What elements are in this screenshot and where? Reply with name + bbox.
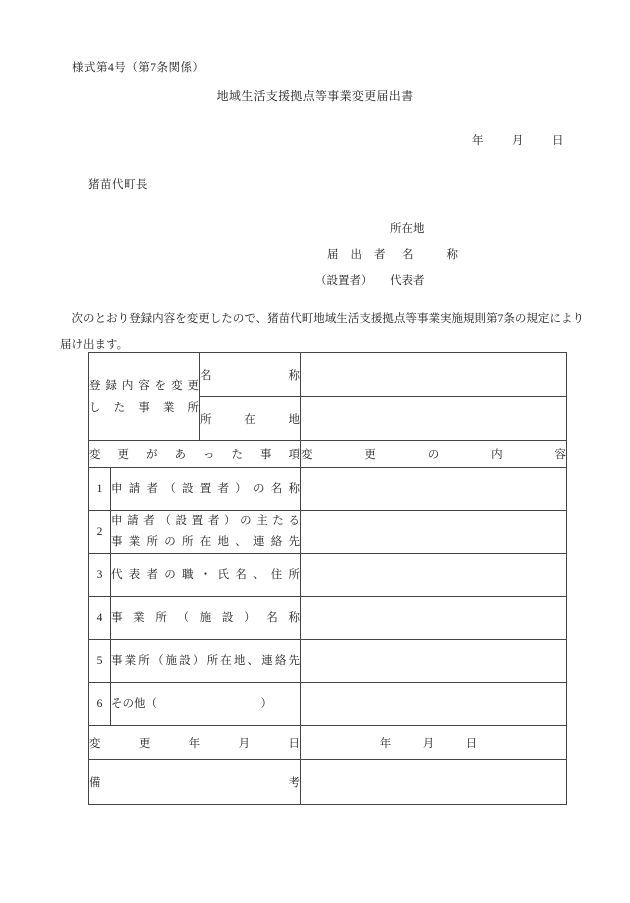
office-name-label: 名称 [200,353,301,397]
item-label: 申請者（設置者）の主たる 事業所の所在地、連絡先 [111,511,301,554]
office-label-cell: 登録内容を変更 した事業所 [89,353,200,441]
item-label: 申請者（設置者）の名称 [111,468,301,511]
item-number: 2 [89,511,111,554]
office-address-field[interactable] [301,397,567,441]
remarks-field[interactable] [301,760,567,805]
change-item-row [89,554,567,597]
item-value-field[interactable] [301,511,567,554]
column-header-row [89,441,567,468]
change-item-row [89,597,567,640]
page-title: 地域生活支援拠点等事業変更届出書 [216,89,414,103]
item-label: 事業所（施設）名称 [111,597,301,640]
item-number: 3 [89,554,111,597]
applicant-field-name: 名称 [402,249,491,261]
remarks-label: 備考 [89,760,301,805]
item-number: 4 [89,597,111,640]
applicant-block [315,216,491,294]
notifier-label: 届出者 [327,249,398,261]
item-number: 6 [89,683,111,726]
column-header-change-content: 変更の内容 [301,441,567,468]
change-item-row [89,683,567,726]
item-value-field[interactable] [301,468,567,511]
change-date-row [89,726,567,760]
change-table [88,352,567,805]
item-number: 5 [89,640,111,683]
applicant-field-representative: 代表者 [390,275,425,287]
item-label: 事業所（施設）所在地、連絡先 [111,640,301,683]
addressee: 猪苗代町長 [88,179,148,191]
item-number: 1 [89,468,111,511]
item-label: その他（ ） [111,683,301,726]
office-name-row [89,353,567,397]
remarks-row [89,760,567,805]
body-paragraph: 次のとおり登録内容を変更したので、猪苗代町地域生活支援拠点等事業実施規則第7条の規定により届け出ます。 [60,313,584,351]
applicant-label-spacer [315,216,390,242]
item-value-field[interactable] [301,640,567,683]
applicant-field-location: 所在地 [390,223,425,235]
applicant-row-name [315,242,491,268]
item-label: 代表者の職・氏名、住所 [111,554,301,597]
item-value-field[interactable] [301,554,567,597]
change-item-row [89,640,567,683]
applicant-row-representative [315,268,491,294]
date-line: 年 月 日 [472,135,572,147]
column-header-changed-item: 変更があった事項 [89,441,301,468]
applicant-row-location [315,216,491,242]
installer-label: （設置者） [315,275,373,287]
change-date-label: 変更年月日 [89,726,301,760]
change-item-row [89,468,567,511]
change-date-field[interactable]: 年 月 日 [301,726,567,760]
office-address-label: 所在地 [200,397,301,441]
item-value-field[interactable] [301,597,567,640]
change-item-row [89,511,567,554]
form-number: 様式第4号（第7条関係） [72,62,205,74]
item-value-field[interactable] [301,683,567,726]
office-name-field[interactable] [301,353,567,397]
